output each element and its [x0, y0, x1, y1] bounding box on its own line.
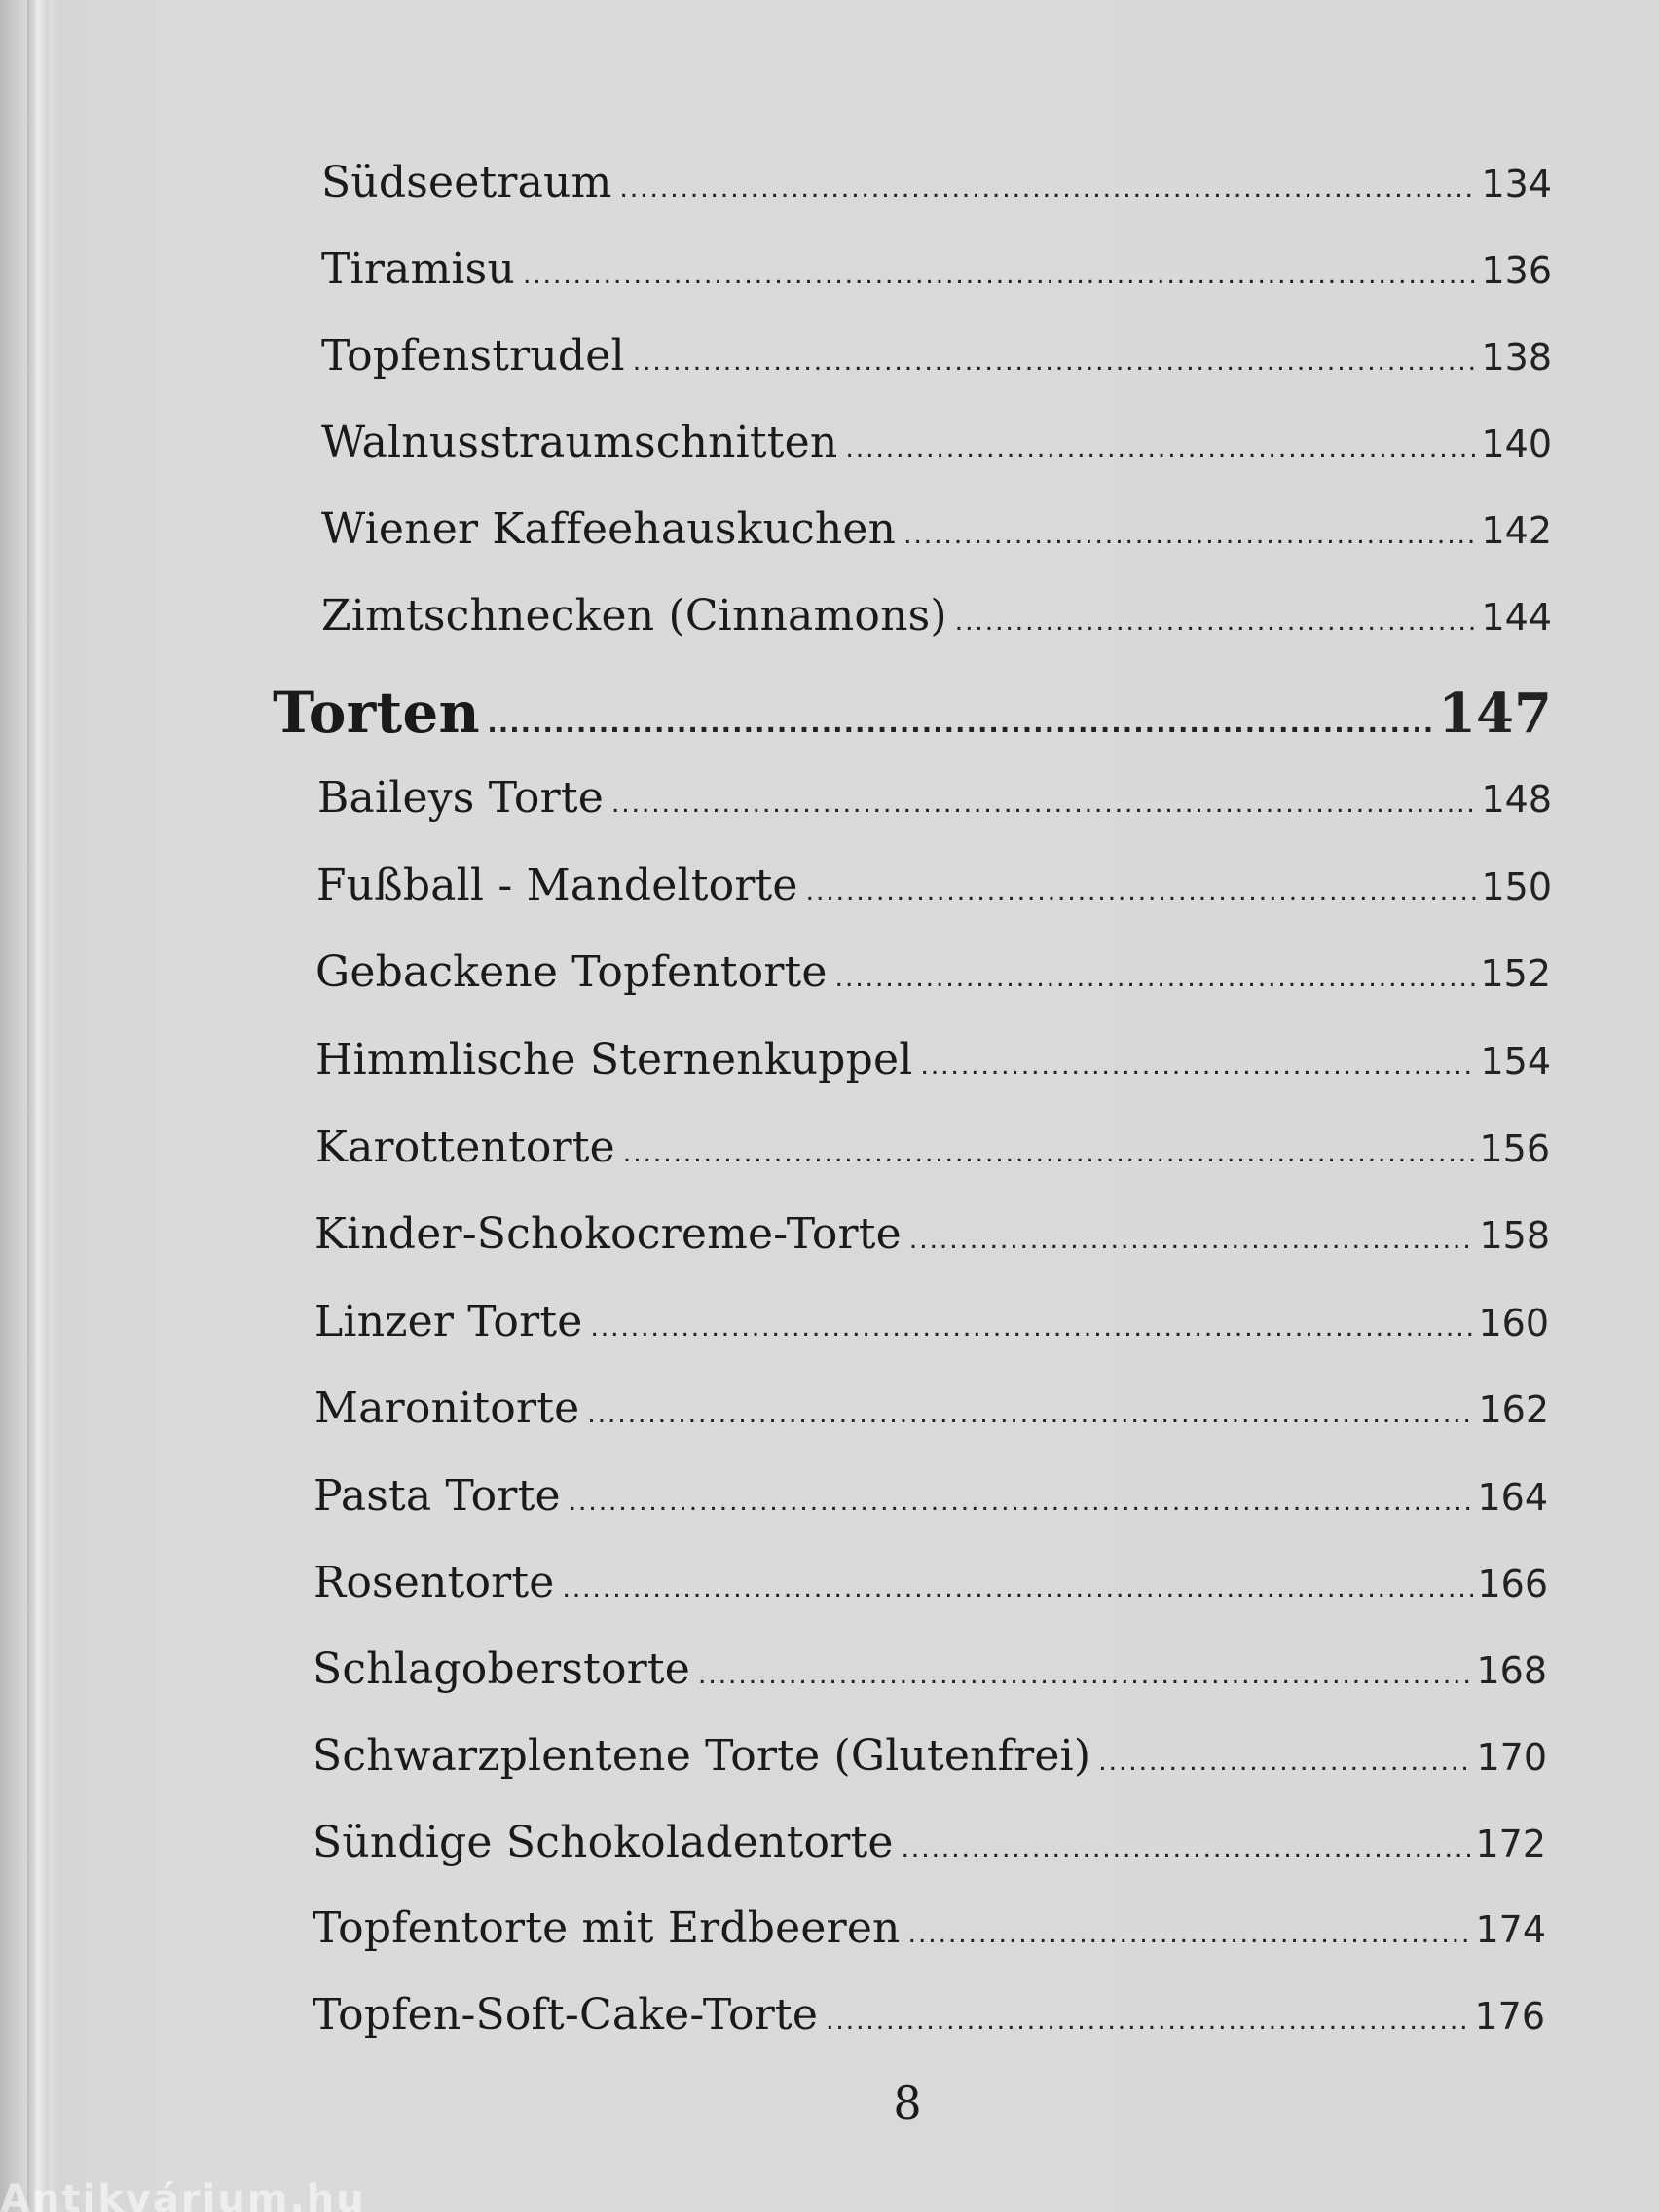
dot-leader: [523, 258, 1477, 291]
dot-leader: [955, 605, 1478, 638]
entry-page-number: 170: [1476, 1736, 1547, 1779]
entry-page-number: 134: [1481, 163, 1552, 205]
entry-title: Wiener Kaffeehauskuchen: [321, 504, 897, 554]
section-page-number: 147: [1438, 682, 1552, 746]
toc-entry: [313, 1990, 1545, 2040]
entry-title: Gebackene Topfentorte: [315, 947, 828, 997]
toc-entry: [321, 331, 1552, 381]
entry-title: Sündige Schokoladentorte: [313, 1818, 894, 1867]
entry-page-number: 158: [1479, 1214, 1550, 1257]
entry-page-number: 136: [1481, 249, 1552, 292]
entry-page-number: 144: [1481, 596, 1552, 639]
entry-title: Südseetraum: [321, 158, 612, 207]
entry-title: Linzer Torte: [314, 1297, 583, 1346]
toc-entry: [321, 244, 1552, 294]
entry-title: Walnusstraumschnitten: [321, 418, 838, 467]
entry-title: Schwarzplentene Torte (Glutenfrei): [313, 1731, 1091, 1781]
dot-leader: [488, 703, 1434, 741]
entry-page-number: 174: [1475, 1908, 1546, 1951]
dot-leader: [835, 961, 1477, 994]
entry-page-number: 138: [1481, 336, 1552, 379]
entry-page-number: 140: [1481, 423, 1552, 465]
toc-entry: [313, 1731, 1547, 1781]
entry-page-number: 160: [1478, 1302, 1549, 1345]
page-number: 8: [893, 2077, 922, 2129]
dot-leader: [563, 1571, 1474, 1604]
section-title: Torten: [273, 680, 480, 746]
toc-section-heading: [273, 680, 1552, 746]
entry-title: Zimtschnecken (Cinnamons): [321, 591, 947, 641]
dot-leader: [806, 874, 1478, 907]
toc-entry: [321, 591, 1552, 641]
dot-leader: [902, 1831, 1472, 1864]
entry-title: Baileys Torte: [317, 773, 604, 823]
dot-leader: [845, 431, 1477, 464]
entry-title: Topfen-Soft-Cake-Torte: [313, 1990, 819, 2040]
entry-title: Karottentorte: [315, 1123, 615, 1172]
toc-entry: [313, 1558, 1548, 1607]
dot-leader: [909, 1223, 1476, 1256]
watermark: Antikvárium.hu: [0, 2177, 366, 2212]
toc-entry: [321, 418, 1552, 467]
toc-entry: [316, 861, 1552, 910]
entry-page-number: 142: [1481, 509, 1552, 552]
dot-leader: [620, 171, 1478, 204]
dot-leader: [698, 1658, 1472, 1691]
toc-entry: [314, 1209, 1550, 1259]
entry-page-number: 164: [1477, 1476, 1548, 1519]
dot-leader: [1098, 1745, 1472, 1778]
entry-title: Maronitorte: [314, 1383, 580, 1433]
dot-leader: [587, 1397, 1474, 1430]
entry-title: Topfenstrudel: [321, 331, 625, 381]
entry-page-number: 166: [1477, 1563, 1548, 1605]
dot-leader: [623, 1136, 1476, 1169]
toc-entry: [315, 1123, 1550, 1172]
entry-page-number: 162: [1478, 1388, 1549, 1431]
entry-title: Pasta Torte: [313, 1471, 561, 1521]
entry-title: Tiramisu: [321, 244, 515, 294]
dot-leader: [908, 1917, 1472, 1950]
toc-entry: [313, 1903, 1546, 1953]
toc-entry: [313, 1818, 1546, 1867]
entry-title: Himmlische Sternenkuppel: [315, 1035, 913, 1085]
entry-page-number: 148: [1481, 778, 1552, 821]
dot-leader: [611, 787, 1478, 820]
dot-leader: [920, 1049, 1476, 1082]
toc-entry: [313, 1471, 1548, 1521]
entry-page-number: 152: [1480, 952, 1551, 995]
entry-title: Schlagoberstorte: [313, 1644, 691, 1694]
entry-title: Kinder-Schokocreme-Torte: [314, 1209, 902, 1259]
dot-leader: [590, 1310, 1474, 1344]
entry-page-number: 154: [1480, 1040, 1551, 1083]
toc-entry: [314, 1383, 1549, 1433]
dot-leader: [569, 1485, 1474, 1518]
toc-entry: [315, 947, 1551, 997]
toc-entry: [314, 1297, 1549, 1346]
entry-page-number: 168: [1476, 1649, 1547, 1692]
toc-entry: [317, 773, 1552, 823]
entry-page-number: 156: [1479, 1127, 1550, 1170]
toc-entry: [315, 1035, 1551, 1085]
entry-page-number: 172: [1475, 1823, 1546, 1865]
entry-title: Topfentorte mit Erdbeeren: [313, 1903, 901, 1953]
entry-title: Rosentorte: [313, 1558, 555, 1607]
toc-entry: [321, 158, 1552, 207]
entry-title: Fußball - Mandeltorte: [316, 861, 798, 910]
dot-leader: [903, 518, 1477, 551]
toc-entry: [321, 504, 1552, 554]
entry-page-number: 150: [1481, 866, 1552, 908]
entry-page-number: 176: [1474, 1995, 1545, 2038]
dot-leader: [826, 2004, 1470, 2037]
toc-entry: [313, 1644, 1547, 1694]
dot-leader: [633, 345, 1478, 378]
